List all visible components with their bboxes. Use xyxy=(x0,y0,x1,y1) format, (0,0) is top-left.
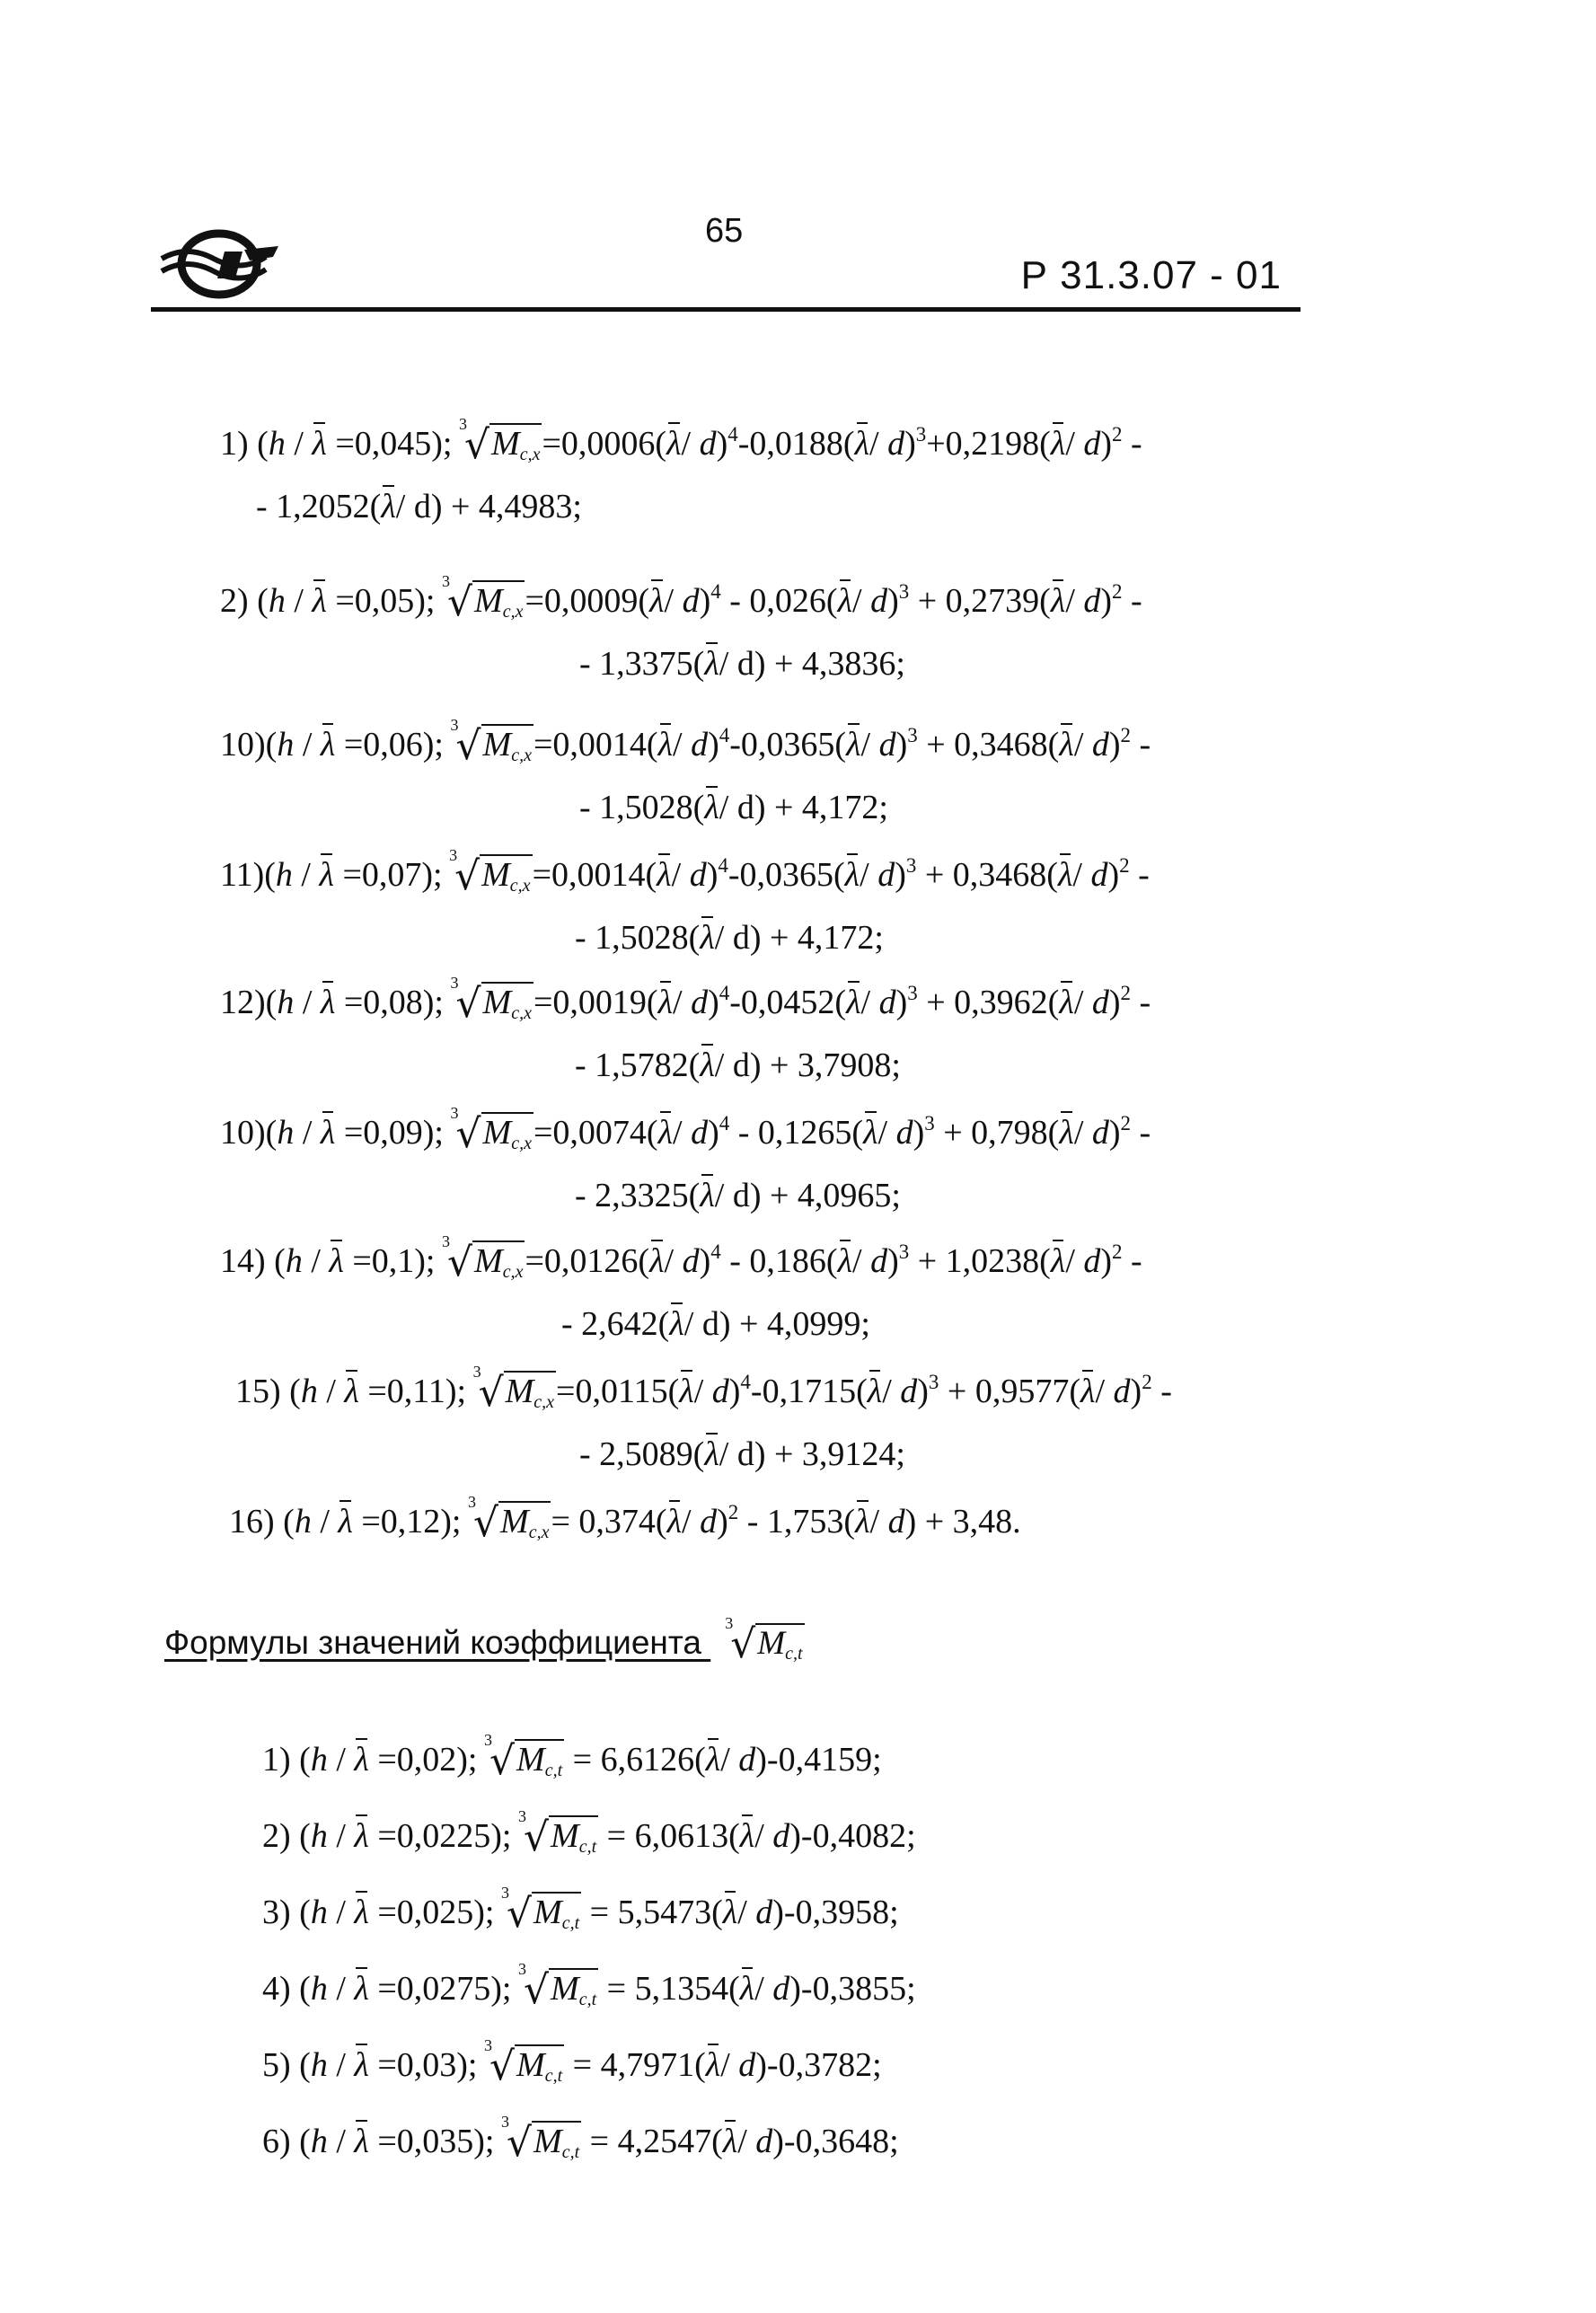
formula-label: 14) (h / λ =0,1); xyxy=(220,1242,436,1280)
formula-label: 2) (h / λ =0,05); xyxy=(220,582,436,620)
root-index: 3 xyxy=(442,1232,450,1250)
formula-expression: =0,0014(λ/ d)$^4$-0,0365(λ/ d)$^3$ + 0,3468(λ/ d)$^2$ - xyxy=(533,724,1151,764)
formula-expression: = 6,6126(λ/ d)-0,4159; xyxy=(572,1741,882,1779)
formula-continuation: - 1,5028(λ/ d) + 4,172; xyxy=(579,789,888,826)
formula-line xyxy=(220,572,1142,625)
formula-line xyxy=(220,716,1151,769)
formula-label: 3) (h / λ =0,025); xyxy=(262,1894,495,1931)
section-heading xyxy=(164,1614,805,1667)
root-index: 3 xyxy=(442,572,450,590)
root-sub: c,t xyxy=(785,1644,803,1664)
document-code: Р 31.3.07 - 01 xyxy=(1020,253,1282,297)
formula-expression: =0,0014(λ/ d)$^4$-0,0365(λ/ d)$^3$ + 0,3468(λ/ d)$^2$ - xyxy=(532,854,1150,894)
formula-label: 11)(h / λ =0,07); xyxy=(220,856,443,894)
formula-expression: =0,0009(λ/ d)$^4$ - 0,026(λ/ d)$^3$ + 0,2739(λ/ d)$^2$ - xyxy=(525,580,1142,620)
formula-continuation: - 2,642(λ/ d) + 4,0999; xyxy=(561,1305,870,1343)
formula-continuation: - 1,5782(λ/ d) + 3,7908; xyxy=(575,1046,901,1084)
formula-line xyxy=(220,846,1150,899)
root-term: 3 $√M_{c,x}$ xyxy=(450,1104,532,1157)
formula-line xyxy=(220,1232,1142,1285)
formula-expression: = 6,0613(λ/ d)-0,4082; xyxy=(606,1817,916,1855)
formula-label: 5) (h / λ =0,03); xyxy=(262,2046,478,2084)
root-index: 3 xyxy=(501,1884,509,1902)
section-heading-text: Формулы значений коэффициента xyxy=(164,1624,701,1661)
root-term: 3 $√M_{c,x}$ xyxy=(449,846,531,899)
root-term: 3 $√M_{c,x}$ xyxy=(472,1363,555,1416)
root-term: 3 $√M_{c,t}$ xyxy=(518,1807,597,1860)
formula-continuation: - 2,3325(λ/ d) + 4,0965; xyxy=(575,1177,901,1214)
formula-line xyxy=(262,1884,899,1937)
formula-expression: = 5,5473(λ/ d)-0,3958; xyxy=(589,1894,899,1931)
formula-line xyxy=(220,974,1151,1027)
formula-line xyxy=(220,1104,1151,1157)
formula-label: 4) (h / λ =0,0275); xyxy=(262,1970,512,2008)
root-index: 3 xyxy=(725,1614,734,1632)
root-term: 3 $√M_{c,t}$ xyxy=(484,1731,563,1784)
formula-expression: =0,0006(λ/ d)$^4$-0,0188(λ/ d)$^3$+0,2198(λ/ d)$^2$ - xyxy=(542,423,1142,463)
formula-label: 12)(h / λ =0,08); xyxy=(220,984,444,1021)
page-number: 65 xyxy=(705,212,744,250)
root-term: 3 $√M_{c,x}$ xyxy=(442,1232,524,1285)
root-index: 3 xyxy=(449,846,458,864)
formula-expression: = 4,2547(λ/ d)-0,3648; xyxy=(589,2123,899,2160)
formula-line xyxy=(262,1960,916,2013)
formula-expression: = 4,7971(λ/ d)-0,3782; xyxy=(572,2046,882,2084)
root-term: 3 $√M_{c,x}$ xyxy=(450,716,532,769)
root-term: 3 $√M_{c,t}$ xyxy=(501,2113,580,2166)
formula-line xyxy=(262,1731,882,1784)
root-symbol: 3 $√M_{c,t}$ xyxy=(725,1614,803,1667)
root-term: 3 $√M_{c,x}$ xyxy=(442,572,524,625)
root-index: 3 xyxy=(518,1807,526,1825)
formula-continuation: - 1,3375(λ/ d) + 4,3836; xyxy=(579,645,905,683)
formula-expression: =0,0115(λ/ d)$^4$-0,1715(λ/ d)$^3$ + 0,9577(λ/ d)$^2$ - xyxy=(556,1371,1172,1410)
root-term: 3 $√M_{c,t}$ xyxy=(518,1960,597,2013)
formula-label: 15) (h / λ =0,11); xyxy=(235,1373,467,1410)
formula-line xyxy=(229,1493,1021,1546)
root-index: 3 xyxy=(468,1493,476,1511)
formula-label: 10)(h / λ =0,09); xyxy=(220,1114,444,1152)
root-index: 3 xyxy=(472,1363,481,1381)
root-term: 3 $√M_{c,x}$ xyxy=(459,415,541,468)
formula-continuation: - 1,2052(λ/ d) + 4,4983; xyxy=(256,488,582,525)
formula-label: 10)(h / λ =0,06); xyxy=(220,726,444,764)
formula-line xyxy=(262,2113,899,2166)
root-term: 3 $√M_{c,t}$ xyxy=(484,2036,563,2089)
formula-expression: = 0,374(λ/ d)$^2$ - 1,753(λ/ d) + 3,48. xyxy=(551,1501,1021,1541)
root-term: 3 $√M_{c,t}$ xyxy=(501,1884,580,1937)
formula-label: 16) (h / λ =0,12); xyxy=(229,1503,462,1541)
formula-label: 2) (h / λ =0,0225); xyxy=(262,1817,512,1855)
formula-line xyxy=(220,415,1142,468)
formula-line xyxy=(262,2036,882,2089)
header-rule xyxy=(151,307,1301,312)
root-index: 3 xyxy=(484,1731,492,1749)
formula-expression: =0,0074(λ/ d)$^4$ - 0,1265(λ/ d)$^3$ + 0,798(λ/ d)$^2$ - xyxy=(533,1112,1151,1152)
formula-continuation: - 2,5089(λ/ d) + 3,9124; xyxy=(579,1435,905,1473)
root-index: 3 xyxy=(484,2036,492,2054)
formula-continuation: - 1,5028(λ/ d) + 4,172; xyxy=(575,919,884,957)
root-term: 3 $√M_{c,x}$ xyxy=(450,974,532,1027)
formula-expression: =0,0019(λ/ d)$^4$-0,0452(λ/ d)$^3$ + 0,3962(λ/ d)$^2$ - xyxy=(533,982,1151,1021)
root-index: 3 xyxy=(450,974,459,992)
root-index: 3 xyxy=(450,716,459,734)
formula-label: 6) (h / λ =0,035); xyxy=(262,2123,495,2160)
formula-expression: =0,0126(λ/ d)$^4$ - 0,186(λ/ d)$^3$ + 1,0238(λ/ d)$^2$ - xyxy=(525,1240,1142,1280)
formula-label: 1) (h / λ =0,045); xyxy=(220,425,453,463)
root-index: 3 xyxy=(518,1960,526,1978)
root-term: 3 $√M_{c,x}$ xyxy=(468,1493,550,1546)
root-index: 3 xyxy=(450,1104,459,1122)
root-index: 3 xyxy=(459,415,467,433)
root-index: 3 xyxy=(501,2113,509,2131)
formula-label: 1) (h / λ =0,02); xyxy=(262,1741,478,1779)
root-base: M xyxy=(757,1625,786,1662)
formula-line xyxy=(262,1807,916,1860)
organization-logo xyxy=(160,225,281,301)
formula-line xyxy=(235,1363,1172,1416)
formula-expression: = 5,1354(λ/ d)-0,3855; xyxy=(606,1970,916,2008)
